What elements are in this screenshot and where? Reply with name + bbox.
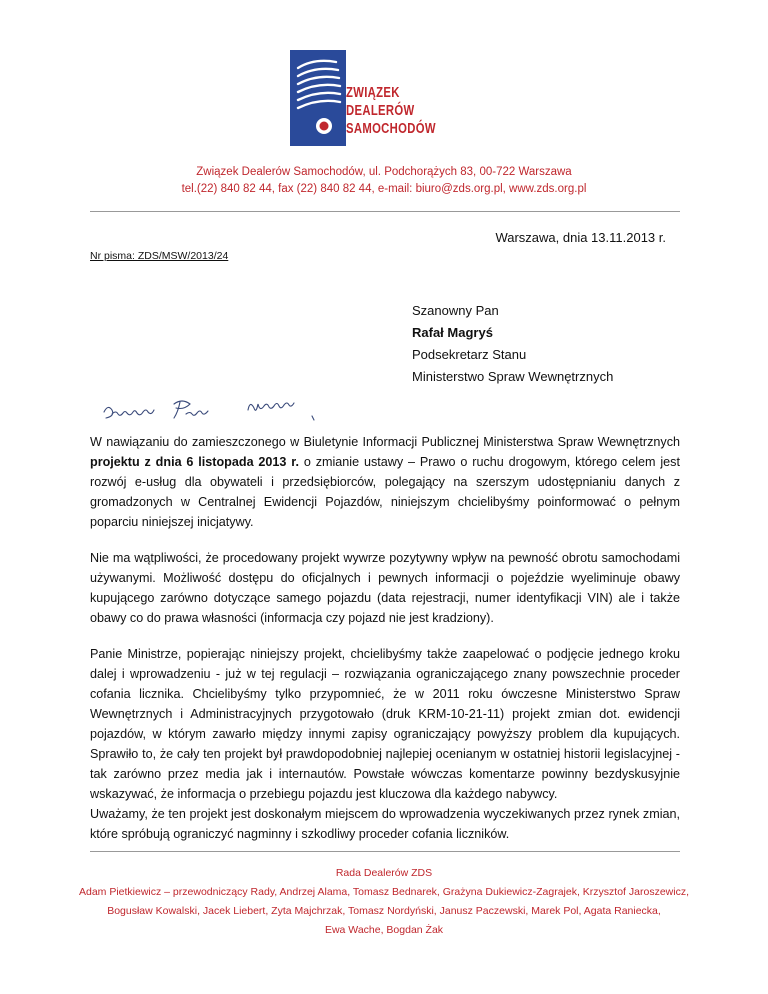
paragraph-1 <box>90 432 680 532</box>
letter-body <box>90 432 680 860</box>
logo-line-3: SAMOCHODÓW <box>346 121 436 137</box>
paragraph-1-bold: projektu z dnia 6 listopada 2013 r. <box>90 455 299 469</box>
paragraph-2: Nie ma wątpliwości, że procedowany projekt wywrze pozytywny wpływ na pewność obrotu samochodami używanymi. Możliwość dostępu do oficjalnych i pewnych informacji o pojeździe wyeliminuje obawy kupującego zarówno dotyczące samego pojazdu (data rejestracji, numer identyfikacji VIN) ale i także obawy co do prawa własności (informacja czy pojazd nie jest kradziony). <box>90 551 680 625</box>
recipient-salutation: Szanowny Pan <box>412 303 499 318</box>
paragraph-3: Panie Ministrze, popierając niniejszy projekt, chcielibyśmy także zaapelować o podjęcie jednego kroku dalej i wprowadzeniu - już w tej regulacji – rozwiązania ograniczającego znany powszechnie proceder cofania licznika. Chcielibyśmy tylko przypomnieć, że w 2011 roku ówczesne Ministerstwo Spraw Wewnętrznych i Administracyjnych przygotowało (druk KRM-10-21-11) projekt zmian dot. ewidencji pojazdów, w którym zawarło między innymi zapisy ograniczający powyższy problem dla kupujących. Sprawiło to, że cały ten projekt był prawdopodobniej najlepiej ocenianym w ostatniej historii legislacyjnej - tak zarówno przez media jak i internautów. Powstałe wówczas komentarze powinny bezdyskusyjnie wskazywać, że informacja o przebiegu pojazdu jest kluczowa dla każdego nabywcy. <box>90 647 680 801</box>
footer-line-2: Bogusław Kowalski, Jacek Liebert, Zyta Majchrzak, Tomasz Nordyński, Janusz Paczewski, Marek Pol, Agata Raniecka, <box>107 905 661 917</box>
logo-line-2: DEALERÓW <box>346 103 415 119</box>
header-contact: tel.(22) 840 82 44, fax (22) 840 82 44, e-mail: biuro@zds.org.pl, www.zds.org.pl <box>181 183 587 195</box>
recipient-ministry: Ministerstwo Spraw Wewnętrznych <box>412 369 614 384</box>
logo-line-1: ZWIĄZEK <box>346 85 400 101</box>
paragraph-1-part-a: W nawiązaniu do zamieszczonego w Biuletynie Informacji Publicznej Ministerstwa Spraw Wewnętrznych <box>90 435 680 449</box>
recipient-title: Podsekretarz Stanu <box>412 347 527 362</box>
logo-wordmark <box>346 84 436 138</box>
recipient-block <box>412 300 613 388</box>
footer-title: Rada Dealerów ZDS <box>335 867 433 879</box>
footer-divider <box>90 851 680 852</box>
footer-block <box>0 864 768 940</box>
header-address: Związek Dealerów Samochodów, ul. Podchorążych 83, 00-722 Warszawa <box>196 166 572 178</box>
paragraph-4: Uważamy, że ten projekt jest doskonałym miejscem do wprowadzenia wyczekiwanych przez rynek zmian, które spróbują ograniczyć nagminny i szkodliwy proceder cofania liczników. <box>90 807 680 841</box>
handwritten-greeting <box>98 394 338 424</box>
footer-line-3: Ewa Wache, Bogdan Żak <box>324 924 444 936</box>
paragraph-1-part-b: o zmianie ustawy – Prawo o ruchu drogowym, którego celem jest rozwój e-usług dla obywateli i przedsiębiorców, polegający na szerszym udostępnianiu danych z gromadzonych w Centralnej Ewidencji Pojazdów, niniejszym chcielibyśmy poinformować o pełnym poparciu niniejszej inicjatywy. <box>90 455 680 529</box>
footer-line-1: Adam Pietkiewicz – przewodniczący Rady, Andrzej Alama, Tomasz Bednarek, Grażyna Dukiewicz-Zagrajek, Krzysztof Jaroszewicz, <box>78 886 689 898</box>
letter-reference: Nr pisma: ZDS/MSW/2013/24 <box>90 250 229 262</box>
letter-date: Warszawa, dnia 13.11.2013 r. <box>495 230 666 245</box>
header-divider <box>90 211 680 212</box>
recipient-name: Rafał Magryś <box>412 325 493 340</box>
